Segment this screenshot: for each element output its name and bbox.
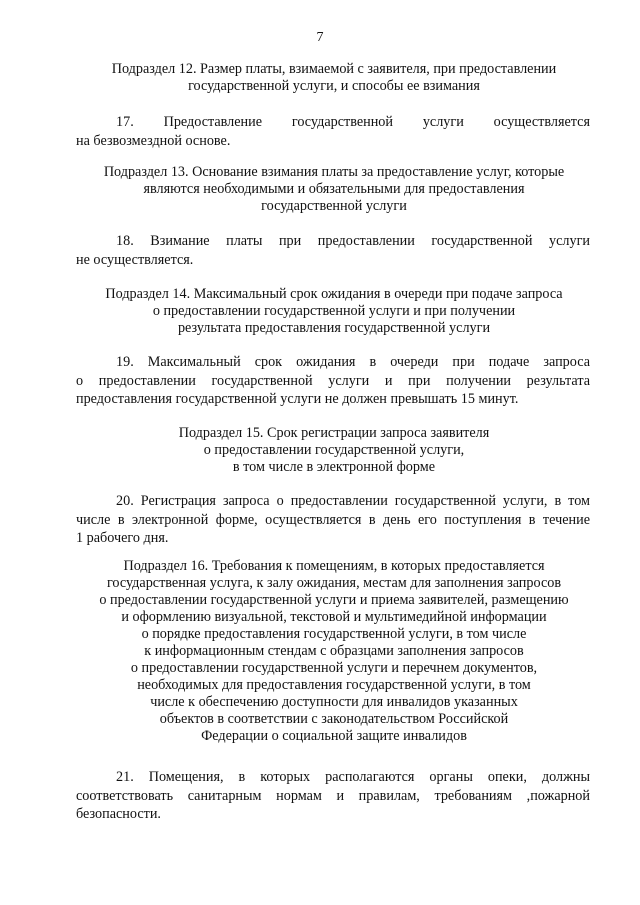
heading-line: о предоставлении государственной услуги и перечнем документов, [130,660,538,676]
subsection-15-heading [150,425,518,476]
heading-line: Подраздел 13. Основание взимания платы за предоставление услуг, которые [103,164,565,180]
heading-line: необходимых для предоставления государственной услуги, в том [137,677,531,693]
heading-line: к информационным стендам с образцами заполнения запросов [144,643,524,659]
paragraph-line: 17. Предоставление государственной услуги осуществляется [116,114,590,130]
paragraph-line: не осуществляется. [76,251,194,268]
paragraph-20 [76,492,590,548]
paragraph-line: числе в электронной форме, осуществляется в день его поступления в течение [76,511,590,528]
paragraph-line: предоставления государственной услуги не должен превышать 15 минут. [76,391,519,407]
heading-line: государственной услуги, и способы ее взимания [188,78,480,94]
heading-line: о предоставлении государственной услуги и приема заявителей, размещению [99,592,569,608]
heading-line: о предоставлении государственной услуги, [203,442,465,458]
heading-line: Подраздел 12. Размер платы, взимаемой с заявителя, при предоставлении [111,61,557,77]
paragraph-19 [76,353,590,409]
subsection-12-heading [98,61,570,95]
paragraph-line: о предоставлении государственной услуги и при получении результата [76,372,590,389]
heading-line: в том числе в электронной форме [232,459,436,475]
heading-line: числе к обеспечению доступности для инвалидов указанных [150,694,518,710]
paragraph-line: на безвозмездной основе. [76,132,231,149]
paragraph-line: 21. Помещения, в которых располагаются органы опеки, должны [116,769,590,785]
page-number: 7 [316,30,324,45]
heading-line: о порядке предоставления государственной услуги, в том числе [141,626,527,642]
paragraph-17 [76,113,590,150]
heading-line: Подраздел 14. Максимальный срок ожидания в очереди при подаче запроса [105,286,563,302]
subsection-16-heading [78,558,590,745]
heading-line: Подраздел 15. Срок регистрации запроса заявителя [178,425,490,441]
heading-line: Федерации о социальной защите инвалидов [201,728,467,744]
paragraph-line: 19. Максимальный срок ожидания в очереди при подаче запроса [116,354,590,370]
paragraph-line: 18. Взимание платы при предоставлении государственной услуги [116,233,590,249]
paragraph-line: 1 рабочего дня. [76,530,169,546]
heading-line: объектов в соответствии с законодательством Российской [159,711,509,727]
paragraph-line: безопасности. [76,806,161,822]
subsection-14-heading [90,286,578,337]
paragraph-line: соответствовать санитарным нормам и правилам, требованиям ,пожарной [76,787,590,804]
heading-line: являются необходимыми и обязательными для предоставления [143,181,525,197]
heading-line: государственной услуги [261,198,407,214]
subsection-13-heading [88,164,580,215]
heading-line: о предоставлении государственной услуги и при получении [152,303,516,319]
paragraph-line: 20. Регистрация запроса о предоставлении государственной услуги, в том [116,493,590,509]
paragraph-21 [76,768,590,824]
heading-line: государственная услуга, к залу ожидания, местам для заполнения запросов [106,575,562,591]
heading-line: и оформлению визуальной, текстовой и мультимедийной информации [121,609,547,625]
heading-line: Подраздел 16. Требования к помещениям, в которых предоставляется [123,558,545,574]
heading-line: результата предоставления государственной услуги [177,320,491,336]
paragraph-18 [76,232,590,269]
